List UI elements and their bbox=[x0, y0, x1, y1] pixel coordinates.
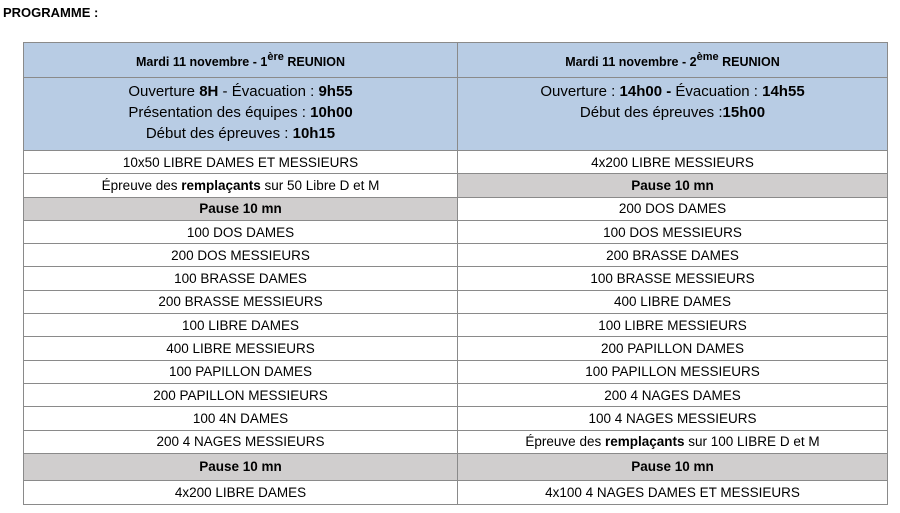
table-row bbox=[24, 453, 888, 480]
event-cell: 200 PAPILLON DAMES bbox=[458, 337, 888, 360]
event-cell: 100 4N DAMES bbox=[24, 407, 458, 430]
event-cell: 400 LIBRE MESSIEURS bbox=[24, 337, 458, 360]
pause-cell: Pause 10 mn bbox=[458, 453, 888, 480]
event-cell: 100 PAPILLON MESSIEURS bbox=[458, 360, 888, 383]
reunion-1-teams-line: Présentation des équipes : 10h00 bbox=[128, 104, 353, 121]
event-cell: 100 BRASSE DAMES bbox=[24, 267, 458, 290]
reunion-2-opening-line: Ouverture : 14h00 - Évacuation : 14h55 bbox=[540, 83, 805, 100]
event-cell: 200 DOS MESSIEURS bbox=[24, 244, 458, 267]
table-row bbox=[24, 314, 888, 337]
reunion-1-start-line: Début des épreuves : 10h15 bbox=[145, 125, 336, 142]
table-row bbox=[24, 220, 888, 243]
table-row bbox=[24, 290, 888, 313]
event-cell: 200 PAPILLON MESSIEURS bbox=[24, 383, 458, 406]
event-cell: 4x200 LIBRE MESSIEURS bbox=[458, 151, 888, 174]
event-cell: 100 LIBRE DAMES bbox=[24, 314, 458, 337]
event-cell: 200 BRASSE MESSIEURS bbox=[24, 290, 458, 313]
event-cell: 100 PAPILLON DAMES bbox=[24, 360, 458, 383]
reunion-1-header: Mardi 11 novembre - 1ère REUNION bbox=[24, 43, 458, 78]
event-cell: 4x200 LIBRE DAMES bbox=[24, 480, 458, 504]
table-row bbox=[24, 337, 888, 360]
event-cell: 200 4 NAGES DAMES bbox=[458, 383, 888, 406]
table-row bbox=[24, 383, 888, 406]
event-cell: 200 4 NAGES MESSIEURS bbox=[24, 430, 458, 453]
table-row bbox=[24, 267, 888, 290]
table-row bbox=[24, 407, 888, 430]
info-row bbox=[24, 78, 888, 151]
event-cell: 10x50 LIBRE DAMES ET MESSIEURS bbox=[24, 151, 458, 174]
event-cell: Épreuve des remplaçants sur 100 LIBRE D et M bbox=[458, 430, 888, 453]
header-row bbox=[24, 43, 888, 78]
pause-cell: Pause 10 mn bbox=[24, 197, 458, 220]
event-cell: 100 LIBRE MESSIEURS bbox=[458, 314, 888, 337]
pause-cell: Pause 10 mn bbox=[24, 453, 458, 480]
event-cell: Épreuve des remplaçants sur 50 Libre D et M bbox=[24, 174, 458, 197]
page-title: PROGRAMME : bbox=[3, 5, 99, 20]
event-cell: 100 4 NAGES MESSIEURS bbox=[458, 407, 888, 430]
event-cell: 400 LIBRE DAMES bbox=[458, 290, 888, 313]
table-row bbox=[24, 151, 888, 174]
reunion-2-start-line: Début des épreuves :15h00 bbox=[579, 104, 766, 121]
reunion-2-info bbox=[458, 78, 888, 151]
event-cell: 100 DOS MESSIEURS bbox=[458, 220, 888, 243]
event-cell: 100 BRASSE MESSIEURS bbox=[458, 267, 888, 290]
table-row bbox=[24, 360, 888, 383]
reunion-1-info bbox=[24, 78, 458, 151]
programme-table bbox=[23, 42, 888, 505]
table-row bbox=[24, 174, 888, 197]
event-cell: 4x100 4 NAGES DAMES ET MESSIEURS bbox=[458, 480, 888, 504]
table-row bbox=[24, 197, 888, 220]
event-rows bbox=[24, 151, 888, 505]
table-row bbox=[24, 244, 888, 267]
pause-cell: Pause 10 mn bbox=[458, 174, 888, 197]
reunion-1-opening-line: Ouverture 8H - Évacuation : 9h55 bbox=[128, 83, 353, 100]
event-cell: 200 BRASSE DAMES bbox=[458, 244, 888, 267]
reunion-2-header: Mardi 11 novembre - 2ème REUNION bbox=[458, 43, 888, 78]
event-cell: 200 DOS DAMES bbox=[458, 197, 888, 220]
event-cell: 100 DOS DAMES bbox=[24, 220, 458, 243]
table-row bbox=[24, 480, 888, 504]
table-row bbox=[24, 430, 888, 453]
